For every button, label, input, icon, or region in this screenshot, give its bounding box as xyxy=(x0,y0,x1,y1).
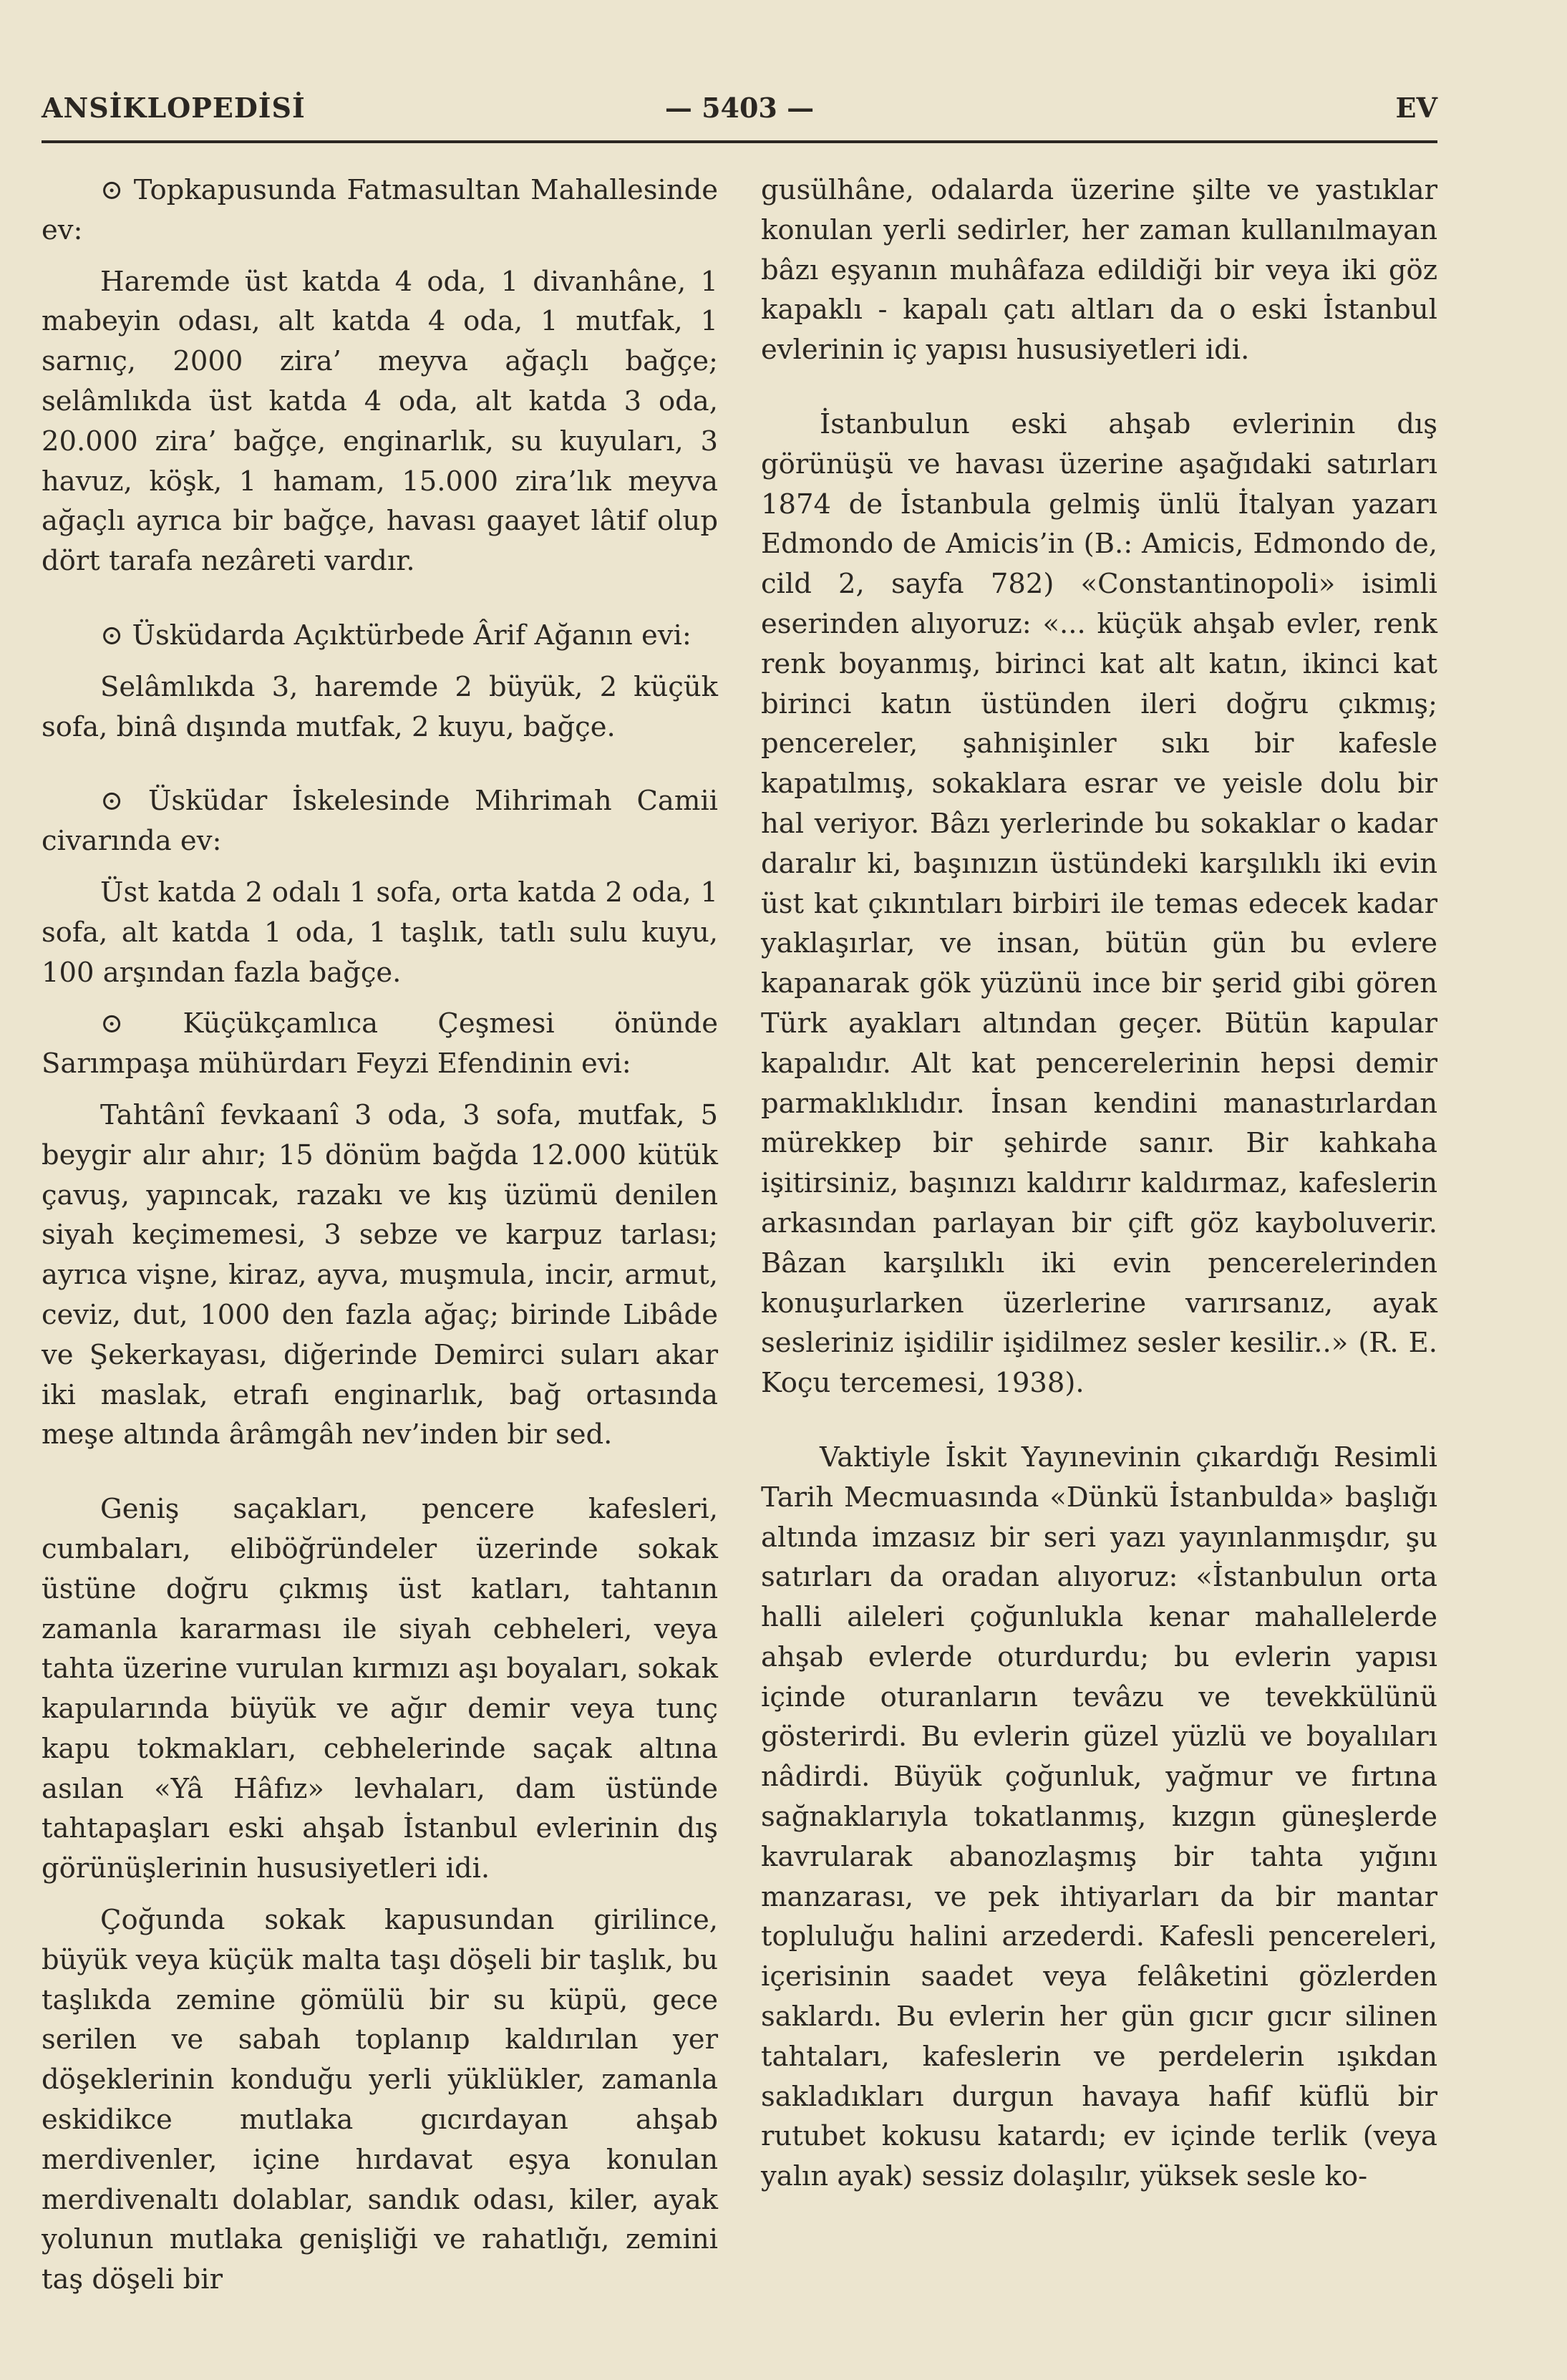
paragraph-continued: gusülhâne, odalarda üzerine şilte ve yastıklar konulan yerli sedirler, her zaman kullanılmayan bâzı eşyanın muhâfaza edildiği bir veya iki göz kapaklı - kapalı çatı altları da o eski İstanbul evlerinin iç yapısı hususiyetleri idi. xyxy=(761,174,1437,367)
paragraph: İstanbulun eski ahşab evlerinin dış görünüşü ve havası üzerine aşağıdaki satırları 1874 de İstanbula gelmiş ünlü İtalyan yazarı Edmondo de Amicis’in (B.: Amicis, Edmondo de, cild 2, sayfa 782) «Constantinopoli» isimli eserinden alıyoruz: «... küçük ahşab evler, renk renk boyanmış, birinci kat alt katın, ikinci kat birinci katın üstünden ileri doğru çıkmış; pencereler, şahnişinler sıkı bir kafesle kapatılmış, sokaklara esrar ve yeisle dolu bir hal veriyor. Bâzı yerlerinde bu sokaklar o kadar daralır ki, başınızın üstündeki karşılıklı iki evin üst kat çıkıntıları birbiri ile temas edecek kadar yaklaşırlar, ve insan, bütün gün bu evlere kapanarak gök yüzünü ince bir şerid gibi gören Türk ayakları altından geçer. Bütün kapular kapalıdır. Alt kat pencerelerinin hepsi demir parmaklıklıdır. İnsan kendini manastırlardan mürekkep bir şehirde sanır. Bir kahkaha işitirsiniz, başınızı kaldırır kaldırmaz, kafeslerin arkasından parlayan bir çift göz kayboluverir. Bâzan karşılıklı iki evin pencerelerinden konuşurlarken üzerlerine varırsanız, ayak sesleriniz işidilir işidilmez sesler kesilir..» (R. E. Koçu tercemesi, 1938). xyxy=(761,407,1437,1400)
entry-heading: ⊙ Üsküdarda Açıktürbede Ârif Ağanın evi: xyxy=(100,619,692,652)
page-header xyxy=(42,92,1437,142)
left-column xyxy=(42,170,718,2322)
paragraph: Haremde üst katda 4 oda, 1 divanhâne, 1 mabeyin odası, alt katda 4 oda, 1 mutfak, 1 sarnıç, 2000 zira’ meyva ağaçlı bağçe; selâmlıkda üst katda 4 oda, alt katda 3 oda, 20.000 zira’ bağçe, enginarlık, su kuyuları, 3 havuz, köşk, 1 hamam, 15.000 zira’lık meyva ağaçlı ayrıca bir bağçe, havası gaayet lâtif olup dört tarafa nezâreti vardır. xyxy=(42,265,718,578)
right-column xyxy=(761,170,1437,2219)
paragraph: Çoğunda sokak kapusundan girilince, büyük veya küçük malta taşı döşeli bir taşlık, bu taşlıkda zemine gömülü bir su küpü, gece serilen ve sabah toplanıp kaldırılan yer döşeklerinin konduğu yerli yüklükler, zamanla eskidikce mutlaka gıcırdayan ahşab merdivenler, içine hırdavat eşya konulan merdivenaltı dolablar, sandık odası, kiler, ayak yolunun mutlaka genişliği ve rahatlığı, zemini taş döşeli bir xyxy=(42,1904,718,2296)
entry-heading: ⊙ Topkapusunda Fatmasultan Mahallesinde ev: xyxy=(42,174,718,246)
page-number: — 5403 — xyxy=(664,92,815,124)
header-title-left: ANSİKLOPEDİSİ xyxy=(42,92,306,124)
paragraph: Vaktiyle İskit Yayınevinin çıkardığı Resimli Tarih Mecmuasında «Dünkü İstanbulda» başlığı altında imzasız bir seri yazı yayınlanmışdır, şu satırları da oradan alıyoruz: «İstanbulun orta halli aileleri çoğunlukla kenar mahallelerde ahşab evlerde oturdurdu; bu evlerin yapısı içinde oturanların tevâzu ve tevekkülünü gösterirdi. Bu evlerin güzel yüzlü ve boyalıları nâdirdi. Büyük çoğunluk, yağmur ve fırtına sağnaklarıyla tokatlanmış, kızgın güneşlerde kavrularak abanozlaşmış bir tahta yığını manzarası, ve pek ihtiyarları da bir mantar topluluğu halini arzederdi. Kafesli pencereleri, içerisinin saadet veya felâketini gözlerden saklardı. Bu evlerin her gün gıcır gıcır silinen tahtaları, kafeslerin ve perdelerin ışıkdan sakladıkları durgun havaya hafif küflü bir rutubet kokusu katardı; ev içinde terlik (veya yalın ayak) sessiz dolaşılır, yüksek sesle ko- xyxy=(761,1441,1437,2193)
entry-heading: ⊙ Üsküdar İskelesinde Mihrimah Camii civarında ev: xyxy=(42,785,718,858)
paragraph: Geniş saçakları, pencere kafesleri, cumbaları, eliböğründeler üzerinde sokak üstüne doğru çıkmış üst katları, tahtanın zamanla kararması ile siyah cebheleri, veya tahta üzerine vurulan kırmızı aşı boyaları, sokak kapularında büyük ve ağır demir veya tunç kapu tokmakları, cebhelerinde saçak altına asılan «Yâ Hâfız» levhaları, dam üstünde tahtapaşları eski ahşab İstanbul evlerinin dış görünüşlerinin hususiyetleri idi. xyxy=(42,1493,718,1885)
paragraph: Selâmlıkda 3, haremde 2 büyük, 2 küçük sofa, binâ dışında mutfak, 2 kuyu, bağçe. xyxy=(42,670,718,743)
header-rule xyxy=(42,140,1437,143)
paragraph: Üst katda 2 odalı 1 sofa, orta katda 2 oda, 1 sofa, alt katda 1 oda, 1 taşlık, tatlı sulu kuyu, 100 arşından fazla bağçe. xyxy=(42,876,718,989)
header-title-right: EV xyxy=(1395,92,1437,124)
paragraph: Tahtânî fevkaanî 3 oda, 3 sofa, mutfak, 5 beygir alır ahır; 15 dönüm bağda 12.000 kütük çavuş, yapıncak, razakı ve kış üzümü denilen siyah keçimemesi, 3 sebze ve karpuz tarlası; ayrıca vişne, kiraz, ayva, muşmula, incir, armut, ceviz, dut, 1000 den fazla ağaç; birinde Libâde ve Şekerkayası, diğerinde Demirci suları akar iki maslak, etrafı enginarlık, bağ ortasında meşe altında ârâmgâh nev’inden bir sed. xyxy=(42,1098,718,1451)
entry-heading: ⊙ Küçükçamlıca Çeşmesi önünde Sarımpaşa mühürdarı Feyzi Efendinin evi: xyxy=(42,1007,718,1080)
